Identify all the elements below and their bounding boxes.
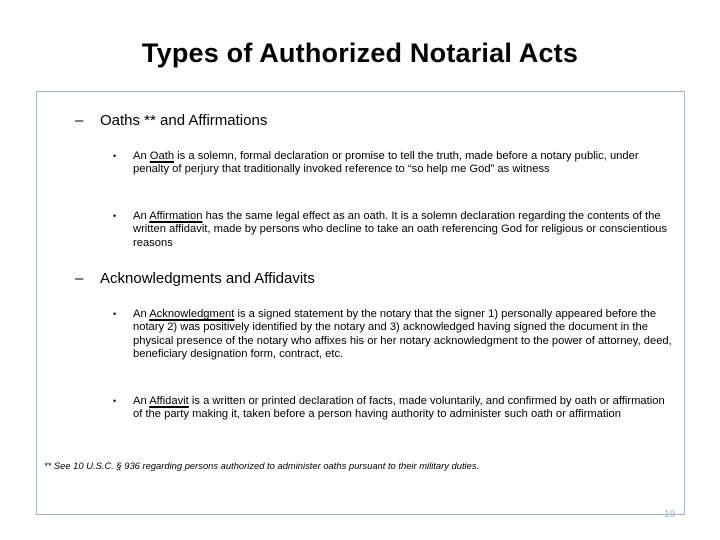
bullet-prefix: An <box>133 308 150 320</box>
term-affidavit: Affidavit <box>149 395 189 407</box>
bullet-rest: is a written or printed declaration of facts, made voluntarily, and confirmed by oath or affirmation of the party making it, taken before a person having authority to administer such oath or affirmation <box>133 395 665 421</box>
section-heading-oaths <box>75 112 267 129</box>
section-heading-acknowledgments <box>75 270 315 287</box>
bullet-prefix: An <box>133 150 150 162</box>
bullet-dot: • <box>113 211 117 221</box>
bullet-text <box>133 395 673 422</box>
page-number: 19 <box>664 509 676 520</box>
bullet-acknowledgment <box>113 308 673 362</box>
bullet-rest: has the same legal effect as an oath. It is a solemn declaration regarding the contents of the written affidavit, made by persons who decline to take an oath referencing God for religious or conscientious reasons <box>133 210 667 249</box>
bullet-dot: • <box>113 151 117 161</box>
bullet-dot: • <box>113 309 117 319</box>
bullet-affirmation <box>113 210 673 250</box>
section-heading-text: Acknowledgments and Affidavits <box>100 270 315 287</box>
bullet-rest: is a solemn, formal declaration or promise to tell the truth, made before a notary public, under penalty of perjury that traditionally invoked reference to “so help me God” as witness <box>133 150 639 176</box>
term-oath: Oath <box>149 150 175 162</box>
term-affirmation: Affirmation <box>149 210 203 222</box>
section-heading-text: Oaths ** and Affirmations <box>100 112 268 129</box>
bullet-prefix: An <box>133 395 150 407</box>
bullet-oath <box>113 150 673 177</box>
bullet-text <box>133 150 673 177</box>
bullet-affidavit <box>113 395 673 422</box>
slide-title: Types of Authorized Notarial Acts <box>141 38 579 68</box>
footnote: ** See 10 U.S.C. § 936 regarding persons authorized to administer oaths pursuant to their military duties. <box>44 460 480 471</box>
bullet-rest: is a signed statement by the notary that the signer 1) personally appeared before the notary 2) was positively identified by the notary and 3) acknowledged having signed the document in the physical presence of the notary who affixes his or her notary acknowledgment to the power of attorney, deed, beneficiary designation form, contract, etc. <box>133 308 672 361</box>
bullet-dot: • <box>113 396 117 406</box>
bullet-prefix: An <box>133 210 150 222</box>
bullet-text <box>133 210 673 250</box>
bullet-text <box>133 308 673 362</box>
dash-marker: – <box>75 112 84 129</box>
dash-marker: – <box>75 270 84 287</box>
term-acknowledgment: Acknowledgment <box>149 308 235 320</box>
